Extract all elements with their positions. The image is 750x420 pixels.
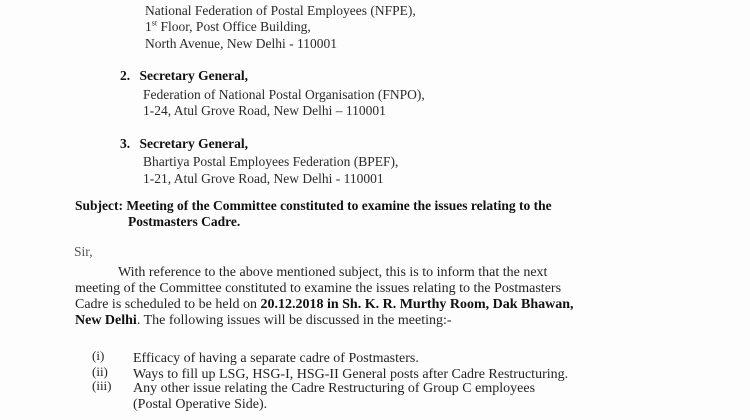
- issue-1-text: Efficacy of having a separate cadre of Postmasters.: [133, 351, 419, 366]
- recipient-3-heading: [120, 136, 248, 152]
- floor-suffix: st: [151, 18, 158, 28]
- issue-3-text: Any other issue relating the Cadre Restructuring of Group C employees: [133, 381, 536, 396]
- issue-1-numeral: (i): [92, 348, 105, 363]
- recipient-3-number: 3.: [120, 136, 131, 151]
- recipient-3-line-2: 1-21, Atul Grove Road, New Delhi - 110001: [143, 171, 384, 186]
- recipient-2-line-2: 1-24, Atul Grove Road, New Delhi – 110001: [143, 103, 386, 118]
- paragraph-line-4-post: . The following issues will be discussed in the meeting:-: [136, 313, 452, 328]
- subject-label: Subject:: [75, 198, 123, 213]
- recipient-2-title: Secretary General,: [139, 68, 248, 83]
- paragraph-line-1: With reference to the above mentioned subject, this is to inform that the next: [118, 265, 548, 280]
- paragraph-line-2: meeting of the Committee constituted to examine the issues relating to the Postmasters: [75, 281, 562, 296]
- recipient-2-number: 2.: [120, 68, 131, 83]
- floor-number: 1: [145, 19, 152, 34]
- recipient-3-title: Secretary General,: [139, 136, 248, 151]
- meeting-city: New Delhi: [75, 313, 137, 328]
- floor-text: Floor, Post Office Building,: [160, 19, 311, 34]
- recipient-1-line-3: North Avenue, New Delhi - 110001: [145, 36, 337, 51]
- meeting-venue: 20.12.2018 in Sh. K. R. Murthy Room, Dak Bhawan,: [260, 297, 574, 312]
- recipient-1-line-1: National Federation of Postal Employees (NFPE),: [145, 3, 416, 18]
- recipient-1-line-2: [145, 19, 311, 35]
- salutation: Sir,: [74, 244, 93, 259]
- recipient-2-heading: [120, 68, 248, 84]
- issue-2-numeral: (ii): [92, 364, 108, 379]
- subject-line-1: [75, 198, 552, 214]
- recipient-2-line-1: Federation of National Postal Organisation (FNPO),: [143, 87, 425, 102]
- subject-text-1: Meeting of the Committee constituted to examine the issues relating to the: [126, 198, 552, 213]
- issue-3-numeral: (iii): [92, 378, 112, 393]
- paragraph-line-3: [75, 297, 574, 313]
- issue-3-text-2: (Postal Operative Side).: [133, 397, 268, 412]
- subject-line-2: Postmasters Cadre.: [128, 214, 241, 229]
- paragraph-line-4: [75, 313, 452, 329]
- paragraph-line-3-pre: Cadre is scheduled to be held on: [75, 297, 261, 312]
- recipient-3-line-1: Bhartiya Postal Employees Federation (BPEF),: [143, 154, 399, 169]
- issue-2-text: Ways to fill up LSG, HSG-I, HSG-II General posts after Cadre Restructuring.: [133, 367, 569, 382]
